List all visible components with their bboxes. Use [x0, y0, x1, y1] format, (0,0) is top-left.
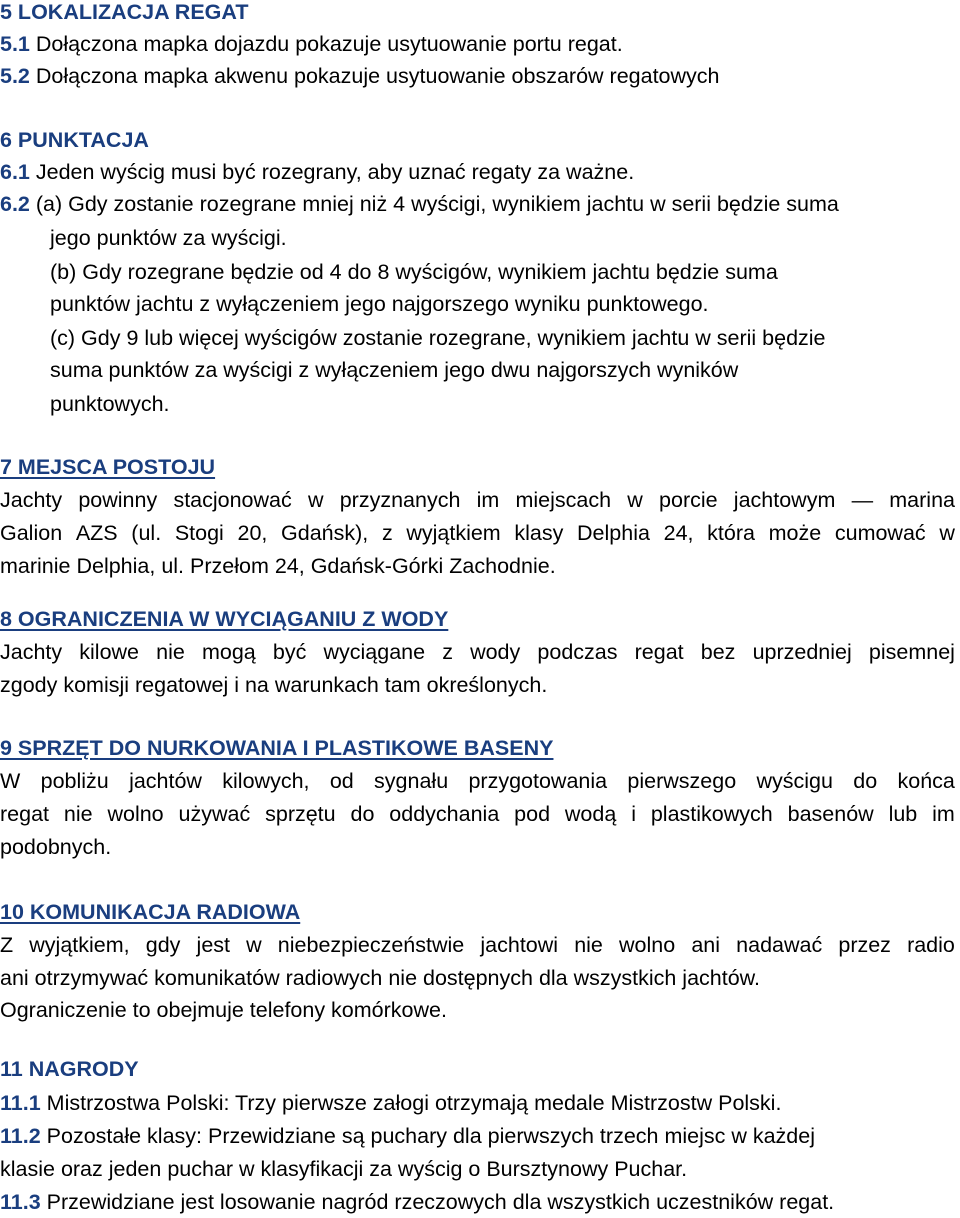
word: Delphia [577, 521, 650, 545]
item-6-2b-cont: punktów jachtu z wyłączeniem jego najgorszego wyniku punktowego. [50, 292, 709, 316]
word: w [246, 933, 262, 957]
section-heading-7: 7 MEJSCA POSTOJU [0, 455, 216, 479]
word: Gdańsk), [281, 521, 369, 545]
paragraph-8-line-1 [0, 636, 955, 668]
word: może [768, 521, 822, 545]
word: kilowe [79, 640, 140, 664]
word: bez [700, 640, 736, 664]
item-6-2a-cont: jego punktów za wyścigi. [50, 226, 287, 250]
word: w [939, 521, 955, 545]
paragraph-7-line-2 [0, 517, 955, 549]
word: im [476, 488, 500, 512]
word: Jachty [0, 640, 63, 664]
word: basenów [787, 802, 874, 826]
word: oddychania [389, 802, 500, 826]
item-text: Dołączona mapka akwenu pokazuje usytuowanie obszarów regatowych [35, 64, 720, 88]
word: do [350, 802, 375, 826]
word: wolno [107, 802, 164, 826]
word: lub [888, 802, 918, 826]
word: sprzętu [265, 802, 336, 826]
word: wyciągane [323, 640, 426, 664]
word: podczas [537, 640, 618, 664]
paragraph-9-line-2 [0, 798, 955, 830]
item-number: 11.2 [0, 1124, 41, 1148]
word: sygnału [374, 769, 449, 793]
section-heading-8: 8 OGRANICZENIA W WYCIĄGANIU Z WODY [0, 607, 449, 631]
item-text: Dołączona mapka dojazdu pokazuje usytuowanie portu regat. [35, 32, 623, 56]
paragraph-9-line-1 [0, 765, 955, 797]
word: klasy [514, 521, 564, 545]
item-6-2c-cont-2: punktowych. [50, 392, 170, 416]
word: i [631, 802, 636, 826]
paragraph-10-line-1 [0, 929, 955, 961]
word: wolno [619, 933, 676, 957]
paragraph-10-line-2: ani otrzymywać komunikatów radiowych nie dostępnych dla wszystkich jachtów. [0, 966, 760, 990]
item-11-1 [0, 1087, 781, 1119]
item-number: 6.1 [0, 160, 30, 184]
item-number: 11.1 [0, 1091, 41, 1115]
word: Galion [0, 521, 63, 545]
item-number: 6.2 [0, 192, 30, 216]
word: wody [470, 640, 521, 664]
word: końca [897, 769, 955, 793]
word: ani [691, 933, 721, 957]
item-11-2 [0, 1120, 815, 1152]
item-6-1 [0, 156, 634, 188]
item-6-2c: (c) Gdy 9 lub więcej wyścigów zostanie rozegrane, wynikiem jachtu w serii będzie [50, 326, 826, 350]
word: być [272, 640, 307, 664]
word: (ul. [131, 521, 162, 545]
word: mogą [201, 640, 256, 664]
word: Z [0, 933, 14, 957]
paragraph-9-line-3: podobnych. [0, 835, 112, 859]
word: z [381, 521, 393, 545]
word: jest [196, 933, 231, 957]
section-heading-9: 9 SPRZĘT DO NURKOWANIA I PLASTIKOWE BASENY [0, 736, 554, 760]
section-heading-5: 5 LOKALIZACJA REGAT [0, 0, 249, 24]
item-text: Przewidziane jest losowanie nagród rzeczowych dla wszystkich uczestników regat. [46, 1190, 835, 1214]
word: przygotowania [468, 769, 608, 793]
word: jachtowi [480, 933, 559, 957]
word: nie [63, 802, 93, 826]
word: używać [178, 802, 251, 826]
item-5-2 [0, 60, 720, 92]
word: nadawać [736, 933, 823, 957]
word: która [707, 521, 755, 545]
item-6-2b: (b) Gdy rozegrane będzie od 4 do 8 wyścigów, wynikiem jachtu będzie suma [50, 260, 778, 284]
word: pisemnej [868, 640, 955, 664]
word: uprzedniej [752, 640, 852, 664]
word: w [627, 488, 643, 512]
item-11-3 [0, 1186, 834, 1218]
word: im [932, 802, 955, 826]
word: 20, [237, 521, 268, 545]
word: przez [838, 933, 891, 957]
word: W [0, 769, 21, 793]
item-11-2-cont: klasie oraz jeden puchar w klasyfikacji za wyścig o Bursztynowy Puchar. [0, 1157, 688, 1181]
word: radio [907, 933, 955, 957]
paragraph-10-line-3: Ograniczenie to obejmuje telefony komórkowe. [0, 998, 447, 1022]
word: jachtowym [733, 488, 836, 512]
section-heading-11: 11 NAGRODY [0, 1057, 139, 1081]
item-text: Jeden wyścig musi być rozegrany, aby uznać regaty za ważne. [35, 160, 635, 184]
section-heading-10: 10 KOMUNIKACJA RADIOWA [0, 900, 301, 924]
item-5-1 [0, 28, 623, 60]
word: do [853, 769, 878, 793]
word: porcie [659, 488, 718, 512]
item-text: (a) Gdy zostanie rozegrane mniej niż 4 wyścigi, wynikiem jachtu w serii będzie suma [35, 192, 839, 216]
word: pod [514, 802, 551, 826]
section-heading-6: 6 PUNKTACJA [0, 128, 149, 152]
word: cumować [834, 521, 926, 545]
word: niebezpieczeństwie [277, 933, 465, 957]
word: nie [574, 933, 603, 957]
word: pierwszego [627, 769, 737, 793]
word: — [851, 488, 874, 512]
item-number: 5.2 [0, 64, 30, 88]
item-number: 11.3 [0, 1190, 41, 1214]
paragraph-7-line-3: marinie Delphia, ul. Przełom 24, Gdańsk-Górki Zachodnie. [0, 554, 556, 578]
paragraph-7-line-1 [0, 484, 955, 516]
word: w [307, 488, 324, 512]
word: gdy [145, 933, 181, 957]
word: kilowych, [222, 769, 310, 793]
item-number: 5.1 [0, 32, 30, 56]
word: z [442, 640, 453, 664]
word: Stogi [174, 521, 224, 545]
word: wyjątkiem, [29, 933, 130, 957]
word: stacjonować [173, 488, 292, 512]
word: przyznanych [339, 488, 461, 512]
word: marina [889, 488, 955, 512]
word: wyścigu [756, 769, 833, 793]
word: jachtów [129, 769, 202, 793]
item-text: Mistrzostwa Polski: Trzy pierwsze załogi otrzymają medale Mistrzostw Polski. [46, 1091, 782, 1115]
word: wyjątkiem [406, 521, 501, 545]
word: plastikowych [650, 802, 773, 826]
word: nie [156, 640, 185, 664]
word: od [329, 769, 354, 793]
word: powinny [78, 488, 158, 512]
word: wodą [564, 802, 617, 826]
item-text: Pozostałe klasy: Przewidziane są puchary dla pierwszych trzech miejsc w każdej [46, 1124, 815, 1148]
word: regat [634, 640, 684, 664]
word: Jachty [0, 488, 63, 512]
word: miejscach [515, 488, 612, 512]
word: AZS [75, 521, 118, 545]
word: 24, [663, 521, 694, 545]
item-6-2c-cont-1: suma punktów za wyścigi z wyłączeniem jego dwu najgorszych wyników [50, 358, 739, 382]
paragraph-8-line-2: zgody komisji regatowej i na warunkach tam określonych. [0, 673, 548, 697]
word: regat [0, 802, 50, 826]
item-6-2 [0, 188, 839, 220]
word: pobliżu [40, 769, 109, 793]
